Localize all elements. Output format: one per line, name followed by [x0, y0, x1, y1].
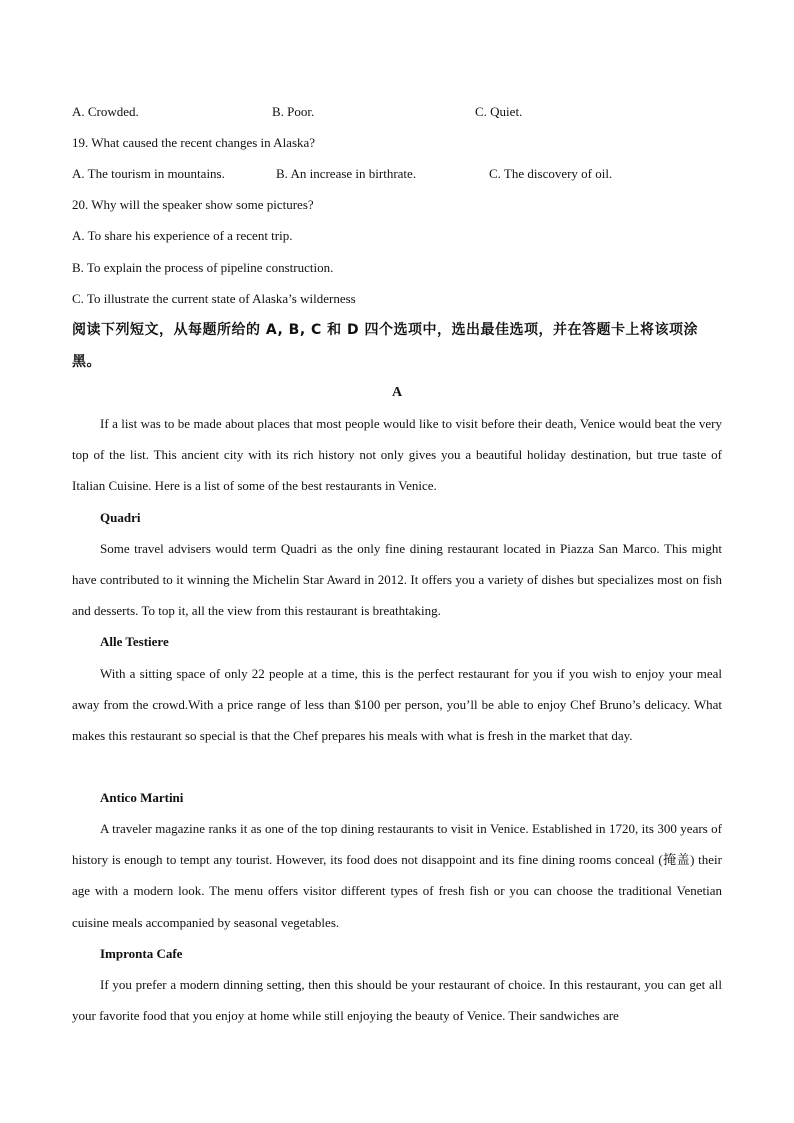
- restaurant-text-impronta-cafe: If you prefer a modern dinning setting, then this should be your restaurant of choice. In this restaurant, you can get all your favorite food that you enjoy at home while still enjoying the beauty of Venice. Their sandwiches are: [72, 977, 722, 1024]
- passage-intro: If a list was to be made about places that most people would like to visit before their death, Venice would beat the very top of the list. This ancient city with its rich history not only gives you a beautiful holiday destination, but true taste of Italian Cuisine. Here is a list of some of the best restaurants in Venice.: [72, 416, 722, 494]
- restaurant-text-alle-testiere: With a sitting space of only 22 people at a time, this is the perfect restaurant for you if you wish to enjoy your meal away from the crowd.With a price range of less than $100 per person, you’ll be able to enjoy Chef Bruno’s delicacy. What makes this restaurant so special is that the Chef prepares his meals with what is fresh in the market that day.: [72, 666, 722, 744]
- q19-option-c: C. The discovery of oil.: [489, 166, 613, 181]
- q19-option-a: A. The tourism in mountains.: [72, 166, 225, 181]
- restaurant-heading-quadri: Quadri: [100, 510, 141, 525]
- q20-option-c: C. To illustrate the current state of Alaska’s wilderness: [72, 291, 356, 306]
- restaurant-text-quadri: Some travel advisers would term Quadri as the only fine dining restaurant located in Piazza San Marco. This might have contributed to it winning the Michelin Star Award in 2012. It offers you a variety of dishes but specializes most on fish and desserts. To top it, all the view from this restaurant is breathtaking.: [72, 541, 722, 619]
- q20-option-a: A. To share his experience of a recent trip.: [72, 228, 293, 243]
- q20-question: 20. Why will the speaker show some pictures?: [72, 197, 314, 212]
- q19-question: 19. What caused the recent changes in Alaska?: [72, 135, 316, 150]
- restaurant-text-antico-martini: A traveler magazine ranks it as one of the top dining restaurants to visit in Venice. Established in 1720, its 300 years of history is enough to tempt any tourist. However, its food does not disappoint and its fine dining rooms conceal (掩盖) their age with a modern look. The menu offers visitor different types of fresh fish or you can choose the traditional Venetian cuisine meals accompanied by seasonal vegetables.: [72, 821, 722, 930]
- restaurant-heading-impronta-cafe: Impronta Cafe: [100, 946, 183, 961]
- q18-option-b: B. Poor.: [272, 104, 315, 119]
- q18-option-c: C. Quiet.: [475, 104, 523, 119]
- reading-instruction: 阅读下列短文，从每题所给的 A, B, C 和 D 四个选项中，选出最佳选项，并在答题卡上将该项涂黑。: [72, 322, 699, 370]
- q20-option-b: B. To explain the process of pipeline construction.: [72, 260, 334, 275]
- q19-option-b: B. An increase in birthrate.: [276, 166, 417, 181]
- restaurant-heading-antico-martini: Antico Martini: [100, 790, 184, 805]
- passage-letter: A: [391, 385, 403, 400]
- q18-option-a: A. Crowded.: [72, 104, 139, 119]
- restaurant-heading-alle-testiere: Alle Testiere: [100, 634, 169, 649]
